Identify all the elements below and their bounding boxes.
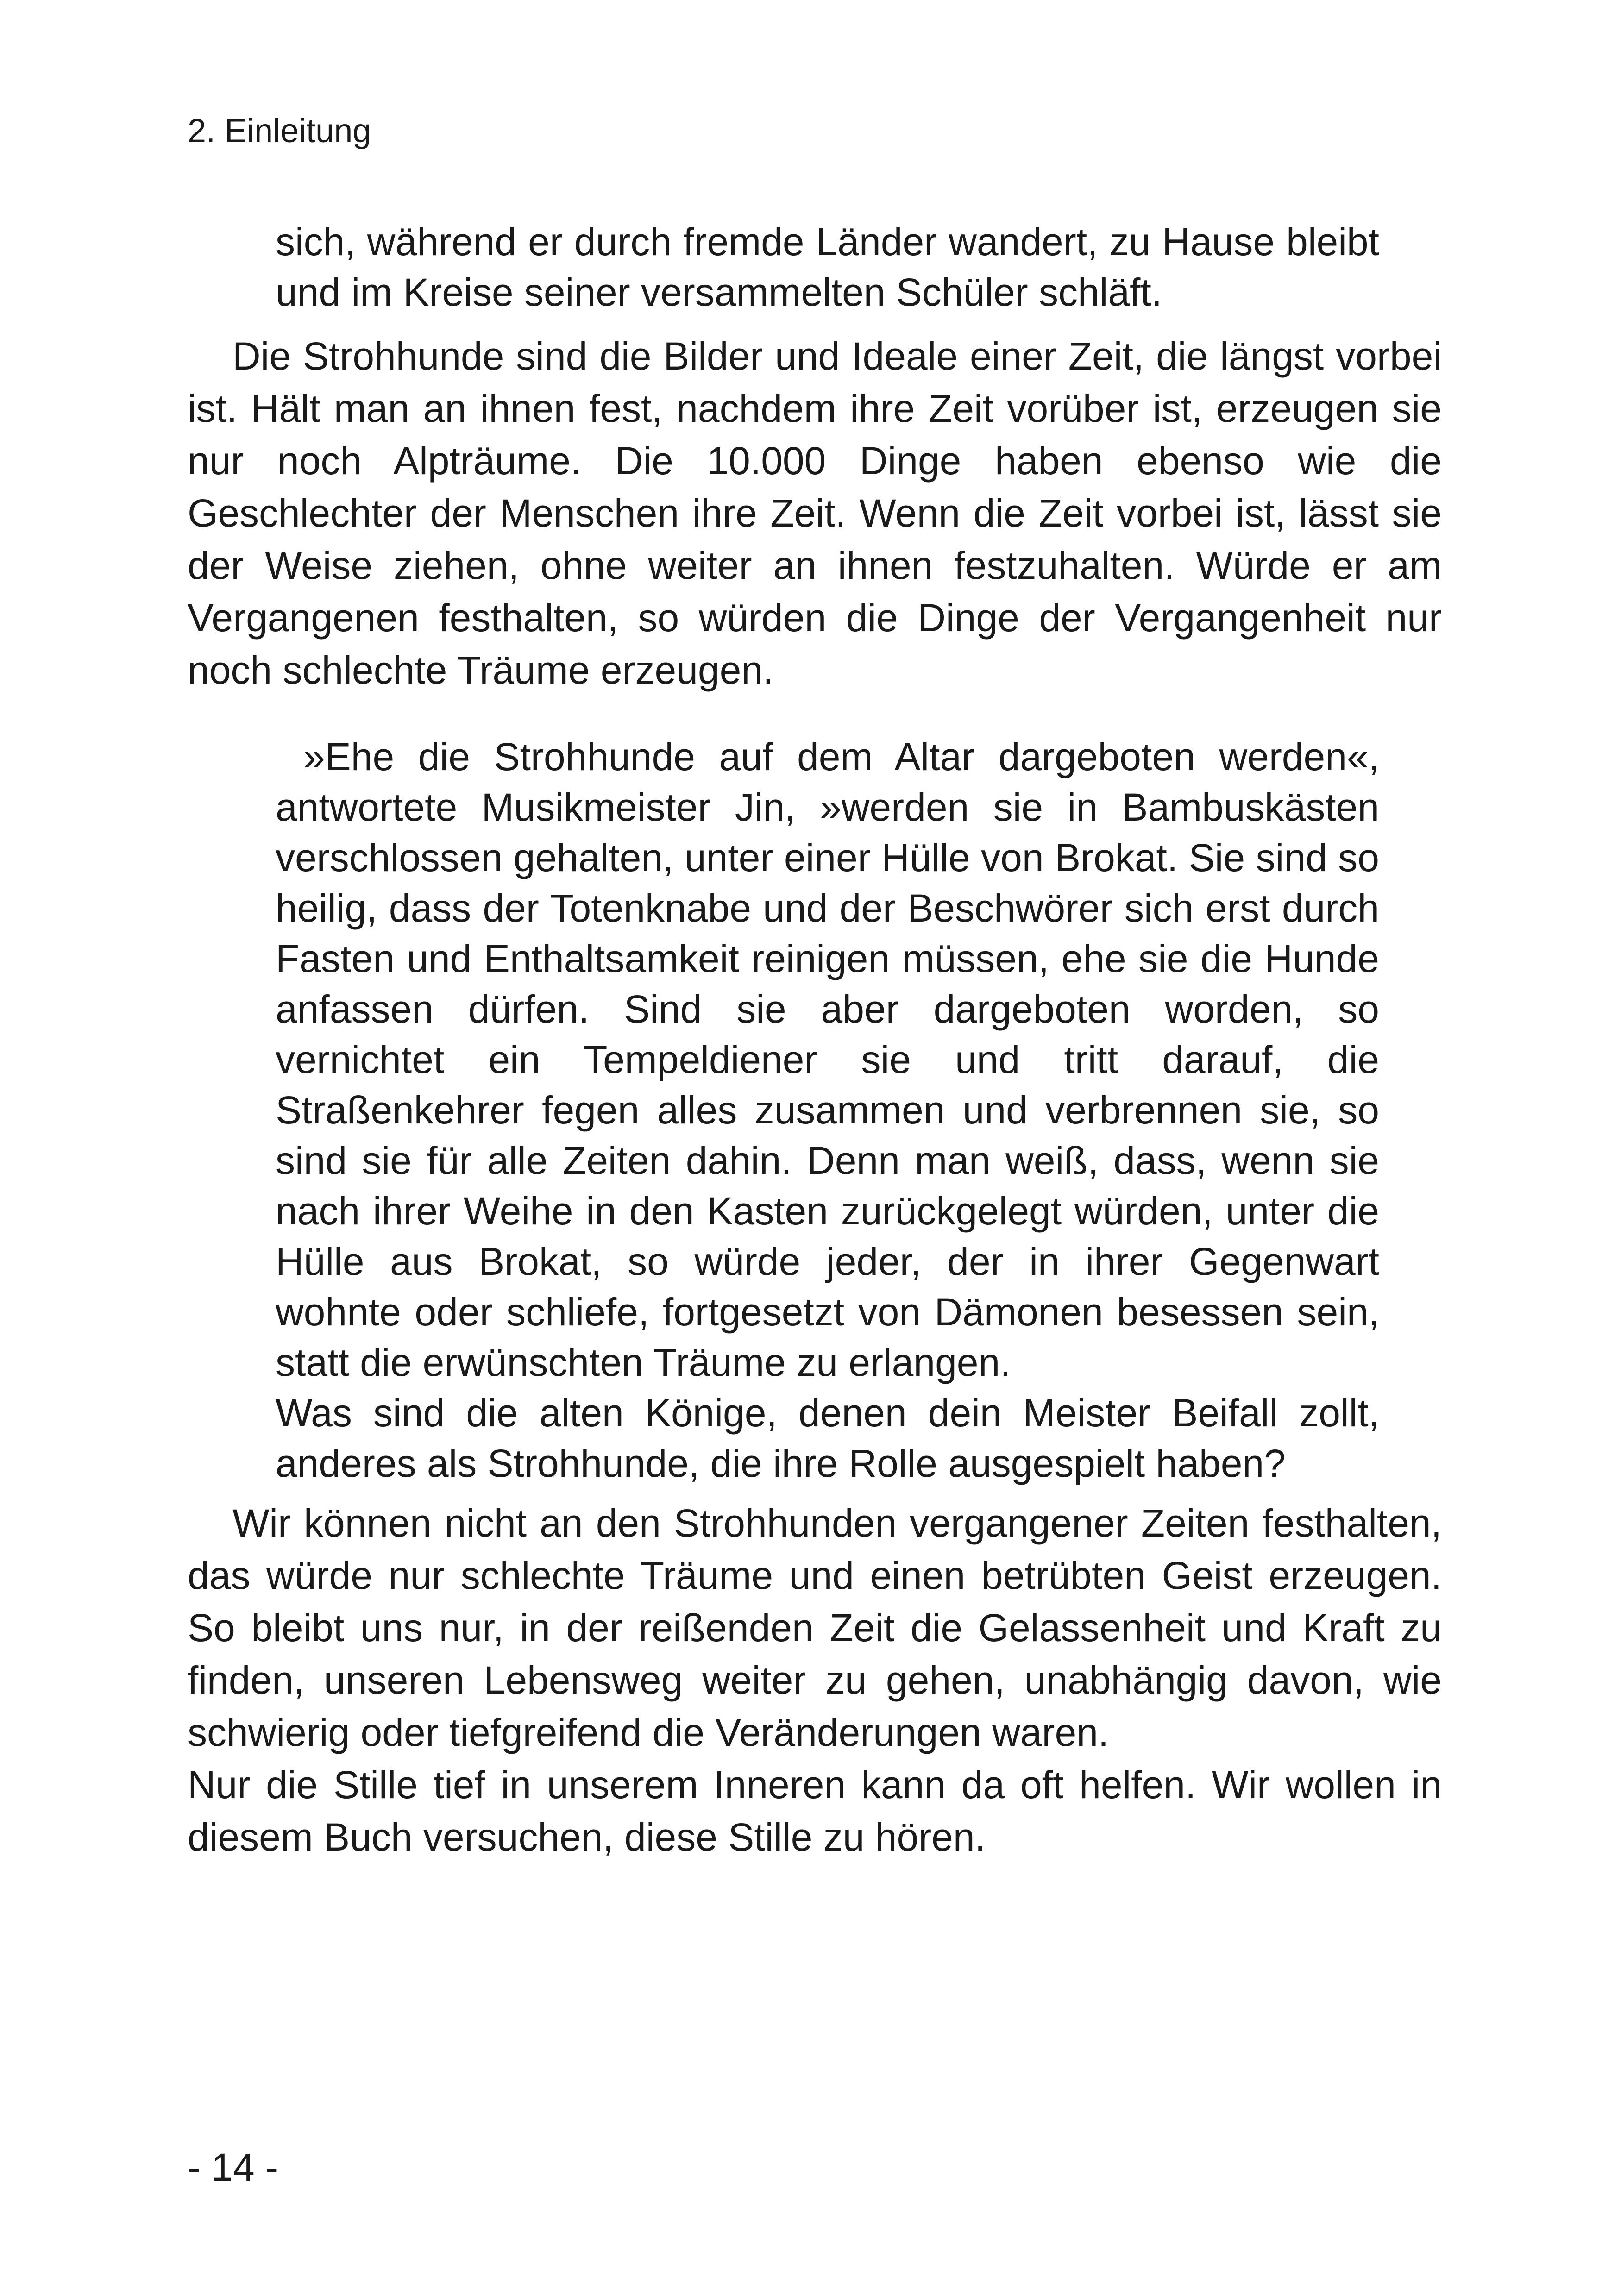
running-header: 2. Einleitung xyxy=(188,113,371,150)
paragraph-text: Die Strohhunde sind die Bilder und Ideale einer Zeit, die längst vorbei ist. Hält man an ihnen fest, nachdem ihre Zeit vorüber ist, erzeugen sie nur noch Alpträume. Die 10.000 Dinge haben ebenso wie die Geschlechter der Menschen ihre Zeit. Wenn die Zeit vorbei ist, lässt sie der Weise ziehen, ohne weiter an ihnen festzuhalten. Würde er am Vergangenen festhalten, so würden die Dinge der Vergangenheit nur noch schlechte Träume erzeugen. xyxy=(188,334,1442,692)
paragraph-text: Nur die Stille tief in unserem Inneren kann da oft helfen. Wir wollen in diesem Buch versuchen, diese Stille zu hören. xyxy=(188,1763,1442,1859)
page-number: - 14 - xyxy=(188,2145,279,2189)
quote-continuation xyxy=(276,217,1379,318)
quote-continuation-text: sich, während er durch fremde Länder wandert, zu Hause bleibt und im Kreise seiner versammelten Schüler schläft. xyxy=(276,220,1379,314)
paragraph-conclusion xyxy=(188,1497,1442,1863)
paragraph-text: Wir können nicht an den Strohhunden vergangener Zeiten festhalten, das würde nur schlechte Träume und einen betrübten Geist erzeugen. So bleibt uns nur, in der reißenden Zeit die Gelassenheit und Kraft zu finden, unseren Lebensweg weiter zu gehen, unabhängig davon, wie schwierig oder tiefgreifend die Veränderungen waren. xyxy=(188,1501,1442,1754)
block-quote-text: Was sind die alten Könige, denen dein Meister Beifall zollt, anderes als Strohhunde, die ihre Rolle ausgespielt haben? xyxy=(276,1391,1379,1485)
paragraph-strohhunde-ideale xyxy=(188,330,1442,696)
block-quote-musikmeister-jin xyxy=(276,732,1379,1489)
block-quote-text: »Ehe die Strohhunde auf dem Altar dargeboten werden«, antwortete Musikmeister Jin, »werden sie in Bambuskästen verschlossen gehalten, unter einer Hülle von Brokat. Sie sind so heilig, dass der Totenknabe und der Beschwörer sich erst durch Fasten und Enthaltsamkeit reinigen müssen, ehe sie die Hunde anfassen dürfen. Sind sie aber dargeboten worden, so vernichtet ein Tempeldiener sie und tritt darauf, die Straßenkehrer fegen alles zusammen und verbrennen sie, so sind sie für alle Zeiten dahin. Denn man weiß, dass, wenn sie nach ihrer Weihe in den Kasten zurückgelegt würden, unter die Hülle aus Brokat, so würde jeder, der in ihrer Gegenwart wohnte oder schliefe, fortgesetzt von Dämonen besessen sein, statt die erwünschten Träume zu erlangen. xyxy=(276,735,1379,1384)
